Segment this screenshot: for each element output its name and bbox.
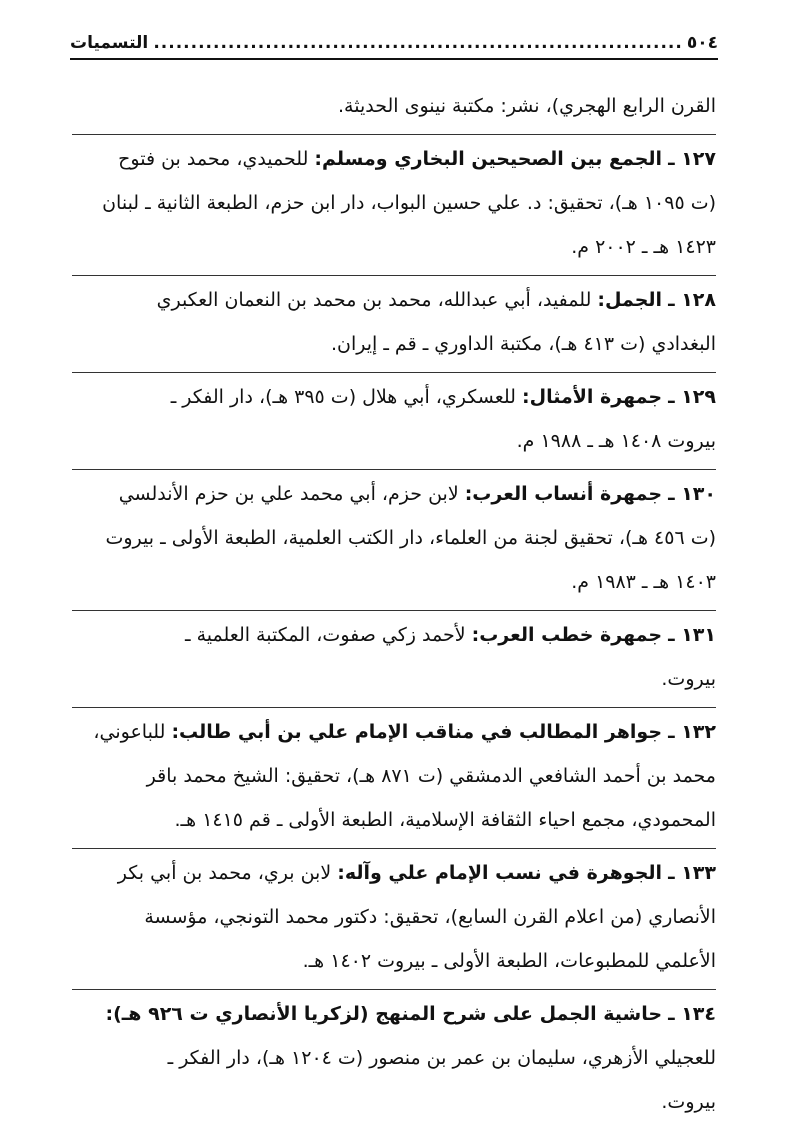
entry-line: بيروت. [661, 1091, 716, 1113]
entry-first-line [72, 710, 716, 754]
entry-title: الجوهرة في نسب الإمام علي وآله: [337, 862, 663, 884]
header-leader-dots [152, 33, 683, 53]
entry-line: المحمودي، مجمع احياء الثقافة الإسلامية، الطبعة الأولى ـ قم ١٤١٥ هـ. [174, 809, 716, 831]
entry-text: للعسكري، أبي هلال (ت ٣٩٥ هـ)، دار الفكر ـ [170, 386, 516, 408]
entry-line: القرن الرابع الهجري)، نشر: مكتبة نينوى الحديثة. [337, 95, 716, 117]
bibliography-entry-130 [72, 469, 716, 604]
entry-line: الأنصاري (من اعلام القرن السابع)، تحقيق: دكتور محمد التونجي، مؤسسة [144, 906, 716, 928]
entry-number: ١٣٤ ـ [668, 1003, 716, 1025]
entry-number: ١٢٩ ـ [668, 386, 716, 408]
entry-number: ١٣١ ـ [668, 624, 716, 646]
entry-first-line [72, 613, 716, 657]
continuation-paragraph [72, 82, 716, 128]
entry-text: لأحمد زكي صفوت، المكتبة العلمية ـ [184, 624, 466, 646]
entry-line: (ت ٤٥٦ هـ)، تحقيق لجنة من العلماء، دار الكتب العلمية، الطبعة الأولى ـ بيروت [105, 527, 716, 549]
bibliography-entry-131 [72, 610, 716, 701]
bibliography-entry-133 [72, 848, 716, 983]
entry-first-line [72, 278, 716, 322]
bibliography-entry-128 [72, 275, 716, 366]
entry-title: الجمع بين الصحيحين البخاري ومسلم: [314, 148, 663, 170]
entry-line: البغدادي (ت ٤١٣ هـ)، مكتبة الداوري ـ قم ـ إيران. [330, 333, 716, 355]
entry-text: لابن حزم، أبي محمد علي بن حزم الأندلسي [118, 483, 459, 505]
entry-first-line [72, 375, 716, 419]
bibliography-entry-134 [72, 989, 716, 1124]
entry-line: (ت ١٠٩٥ هـ)، تحقيق: د. علي حسين البواب، دار ابن حزم، الطبعة الثانية ـ لبنان [102, 192, 716, 214]
bibliography-entry-127 [72, 134, 716, 269]
entry-line: ١٤٠٣ هـ ـ ١٩٨٣ م. [571, 571, 716, 593]
entry-number: ١٣٢ ـ [668, 721, 716, 743]
bibliography-list [72, 76, 716, 1124]
bibliography-entry-129 [72, 372, 716, 463]
bibliography-entry-132 [72, 707, 716, 842]
section-title: التسميات [70, 33, 149, 53]
entry-number: ١٢٧ ـ [668, 148, 716, 170]
entry-title: الجمل: [597, 289, 663, 311]
entry-number: ١٢٨ ـ [668, 289, 716, 311]
entry-number: ١٣٣ ـ [668, 862, 716, 884]
running-header [70, 28, 718, 60]
entry-first-line [72, 851, 716, 895]
entry-number: ١٣٠ ـ [668, 483, 716, 505]
entry-first-line [72, 472, 716, 516]
entry-title: حاشية الجمل على شرح المنهج (لزكريا الأنصاري ت ٩٢٦ هـ): [105, 1003, 663, 1025]
entry-title: جمهرة الأمثال: [522, 386, 663, 408]
entry-title: جواهر المطالب في مناقب الإمام علي بن أبي طالب: [171, 721, 663, 743]
entry-line: محمد بن أحمد الشافعي الدمشقي (ت ٨٧١ هـ)، تحقيق: الشيخ محمد باقر [146, 765, 716, 787]
entry-first-line [72, 137, 716, 181]
entry-line: الأعلمي للمطبوعات، الطبعة الأولى ـ بيروت ١٤٠٢ هـ. [302, 950, 716, 972]
entry-title: جمهرة أنساب العرب: [464, 483, 663, 505]
entry-text: للمفيد، أبي عبدالله، محمد بن محمد بن النعمان العكبري [156, 289, 592, 311]
entry-text: للباعوني، [93, 721, 166, 743]
entry-line: بيروت ١٤٠٨ هـ ـ ١٩٨٨ م. [516, 430, 716, 452]
entry-line: بيروت. [661, 668, 716, 690]
entry-text: لابن بري، محمد بن أبي بكر [117, 862, 332, 884]
entry-first-line [72, 992, 716, 1036]
page-number: ٥٠٤ [686, 33, 718, 53]
entry-title: جمهرة خطب العرب: [471, 624, 663, 646]
entry-line: للعجيلي الأزهري، سليمان بن عمر بن منصور (ت ١٢٠٤ هـ)، دار الفكر ـ [167, 1047, 716, 1069]
entry-line: ١٤٢٣ هـ ـ ٢٠٠٢ م. [571, 236, 716, 258]
entry-text: للحميدي، محمد بن فتوح [118, 148, 309, 170]
